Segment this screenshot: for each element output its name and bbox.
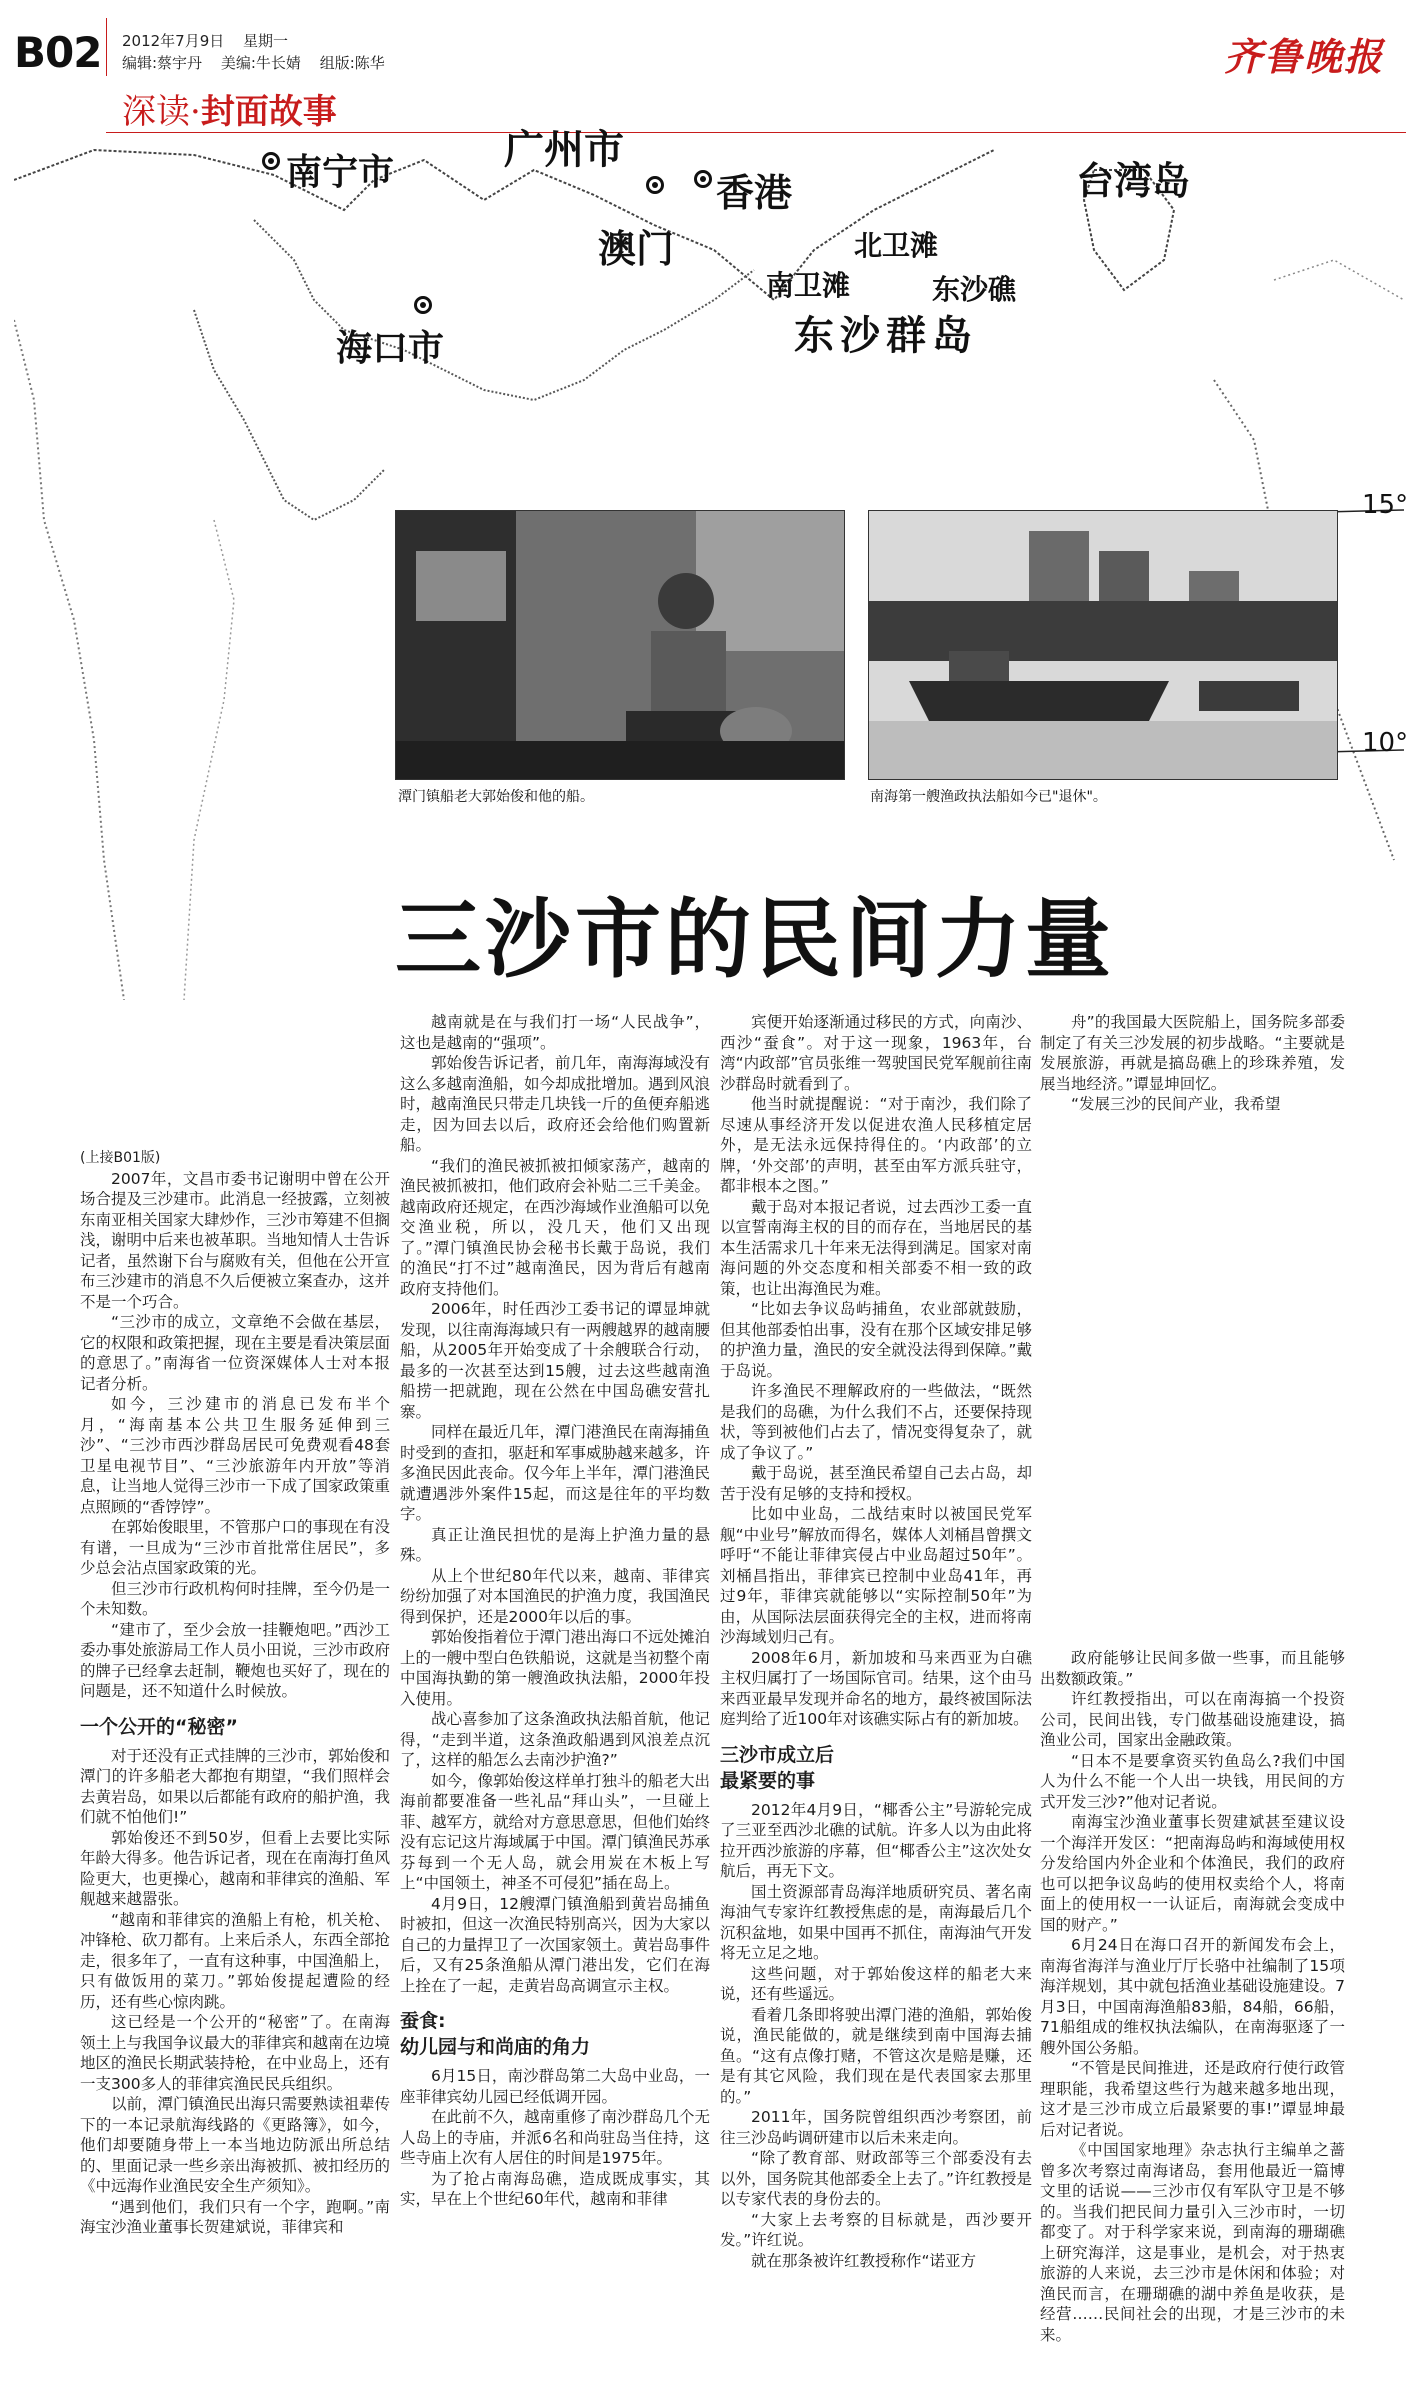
paragraph: “遇到他们，我们只有一个字，跑啊。”南海宝沙渔业董事长贺建斌说，菲律宾和 [80,2197,390,2236]
subheading-after-establish: 三沙市成立后 [720,1743,835,1766]
paragraph: 对于还没有正式挂牌的三沙市，郭始俊和潭门的许多船老大都抱有期望，“我们照样会去黄岩岛，如果以后都能有政府的船护渔，我们就不怕他们!” [80,1746,390,1826]
map-label-taiwan: 台湾岛 [1076,158,1191,203]
paragraph: 2007年，文昌市委书记谢明中曾在公开场合提及三沙建市。此消息一经披露，立刻被东南亚相关国家大肆炒作，三沙市筹建不但搁浅，谢明中后来也被革职。当地知情人士告诉记者，虽然谢下台与腐败有关，但他在公开宣布三沙建市的消息不久后便被立案查办，这并不是一个巧合。 [80,1169,390,1311]
paragraph: 这已经是一个公开的“秘密”了。在南海领土上与我国争议最大的菲律宾和越南在边境地区的渔民长期武装持枪，在中业岛上，还有一支300多人的菲律宾渔民民兵组织。 [80,2013,390,2093]
paragraph: 4月9日，12艘潭门镇渔船到黄岩岛捕鱼时被扣，但这一次渔民特别高兴，因为大家以自己的力量捍卫了一次国家领土。黄岩岛事件后，又有25条渔船从潭门港出发，它们在海上拴在了一起，走黄岩岛高调宣示主权。 [400,1894,710,1995]
article-headline: 三沙市的民间力量 [395,889,1115,990]
header-meta [122,30,399,74]
paragraph: “三沙市的成立，文章绝不会做在基层，它的权限和政策把握，现在主要是看决策层面的意思了。”南海省一位资深媒体人士对本报记者分析。 [80,1313,390,1393]
fishery-boat-photo [868,510,1338,780]
map-label-guangzhou: 广州市 [504,126,624,173]
photo-left-caption: 潭门镇船老大郭始俊和他的船。 [398,789,594,805]
paragraph: 国土资源部青岛海洋地质研究员、著名南海油气专家许红教授焦虑的是，南海最后几个沉积盆地，如果中国再不抓住，南海油气开发将无立足之地。 [720,1882,1032,1962]
paragraph: “日本不是要拿资买钓鱼岛么?我们中国人为什么不能一个人出一块钱，用民间的方式开发三沙?”他对记者说。 [1040,1751,1345,1811]
page-number: B02 [14,28,102,77]
section-title [122,84,337,133]
paragraph: “不管是民间推进，还是政府行使行政管理职能，我希望这些行为越来越多地出现，这才是三沙市成立后最紧要的事!”谭显坤最后对记者说。 [1040,2059,1345,2139]
issue-date: 2012年7月9日 [122,32,225,50]
paragraph: 如今，像郭始俊这样单打独斗的船老大出海前都要准备一些礼品“拜山头”，一旦碰上菲、越军方，就给对方意思意思，但他们始终没有忘记这片海域属于中国。潭门镇渔民苏承芬每到一个无人岛，就会用炭在木板上写上“中国领土，神圣不可侵犯”插在岛上。 [400,1771,710,1892]
paragraph: 6月24日在海口召开的新闻发布会上，南海省海洋与渔业厅厅长骆中社编制了15项海洋规划，其中就包括渔业基础设施建设。7月3日，中国南海渔船83船，84船，66船，71船组成的维权执法编队，在南海驱逐了一艘外国公务船。 [1040,1936,1345,2057]
subheading-most-urgent: 最紧要的事 [720,1769,816,1792]
paragraph: 郭始俊还不到50岁，但看上去要比实际年龄大得多。他告诉记者，现在在南海打鱼风险更大，也更操心，越南和菲律宾的渔船、军舰越来越嚣张。 [80,1828,390,1908]
newspaper-logo: 齐鲁晚报 [1223,34,1384,79]
jump-note: (上接B01版) [80,1150,161,1166]
boat-captain-photo [395,510,845,780]
paragraph: 戴于岛说，甚至渔民希望自己去占岛，却苦于没有足够的支持和授权。 [720,1464,1032,1503]
map-label-haikou: 海口市 [336,327,445,369]
paragraph: 南海宝沙渔业董事长贺建斌甚至建议设一个海洋开发区：“把南海岛屿和海域使用权分发给国内外企业和个体渔民，我们的政府也可以把争议岛屿的使用权卖给个人，将南面上的使用权一一认证后，南海就会变成中国的财产。” [1040,1813,1345,1934]
fishery-boat-illustration [869,511,1338,780]
map-label-beiwei-shoal: 北卫滩 [854,229,939,262]
paragraph: 郭始俊指着位于潭门港出海口不远处摊泊上的一艘中型白色铁船说，这就是当初整个南中国海执勤的第一艘渔政执法船，2000年投入使用。 [400,1628,710,1708]
paragraph: 在郭始俊眼里，不管那户口的事现在有没有谱，一旦成为“三沙市首批常住居民”，多少总会沾点国家政策的光。 [80,1518,390,1577]
map-label-nanwei-shoal: 南卫滩 [766,269,851,302]
section-dot: · [190,92,201,132]
map-label-dongsha-islands: 东沙群岛 [794,312,978,359]
paragraph: “大家上去考察的目标就是，西沙要开发。”许红说。 [720,2210,1032,2249]
photo-right-caption: 南海第一艘渔政执法船如今已"退休"。 [870,789,1107,805]
paragraph: 战心喜参加了这条渔政执法船首航，他记得，“走到半道，这条渔政船遇到风浪差点沉了，这样的船怎么去南沙护渔?” [400,1710,710,1769]
paragraph: 从上个世纪80年代以来，越南、菲律宾纷纷加强了对本国渔民的护渔力度，我国渔民得到保护，还是2000年以后的事。 [400,1566,710,1626]
paragraph: 这些问题，对于郭始俊这样的船老大来说，还有些遥远。 [720,1964,1032,2003]
paragraph: “发展三沙的民间产业，我希望 [1071,1095,1281,1113]
article-column-3 [720,1012,1032,2376]
paragraph: 以前，潭门镇渔民出海只需要熟读祖辈传下的一本记录航海线路的《更路簿》，如今，他们却要随身带上一本当地边防派出所总结的、里面记录一些乡亲出海被抓、被扣经历的《中远海作业渔民安全生产须知》。 [80,2095,390,2195]
header-rule [106,132,1406,133]
nanning-marker-icon [262,152,280,170]
map-label-hongkong: 香港 [716,170,793,215]
article-column-4-bottom [1040,1648,1345,2376]
issue-weekday: 星期一 [243,32,289,50]
haikou-marker-icon [414,296,432,314]
paragraph: “建市了，至少会放一挂鞭炮吧。”西沙工委办事处旅游局工作人员小田说，三沙市政府的牌子已经拿去赶制，鞭炮也买好了，现在的问题是，还不知道什么时候放。 [80,1620,390,1700]
paragraph: “越南和菲律宾的渔船上有枪，机关枪、冲锋枪、砍刀都有。上来后杀人，东西全部抢走，很多年了，一直有这种事，中国渔船上，只有做饭用的菜刀。”郭始俊提起遭险的经历，还有些心惊肉跳。 [80,1910,390,2011]
map-label-dongsha-reef: 东沙礁 [932,273,1017,306]
art-editor-credit: 美编:牛长婧 [220,54,301,72]
paragraph: 郭始俊告诉记者，前几年，南海海域没有这么多越南渔船，如今却成批增加。遇到风浪时，越南渔民只带走几块钱一斤的鱼便弃船逃走，因为回去以后，政府还会给他们购置新船。 [400,1054,710,1154]
section-prefix: 深读 [122,92,190,132]
paragraph: 政府能够让民间多做一些事，而且能够出数额政策。” [1040,1649,1345,1688]
paragraph: 《中国国家地理》杂志执行主编单之蔷曾多次考察过南海诸岛，套用他最近一篇博文里的话说——三沙市仅有军队守卫是不够的。当我们把民间力量引入三沙市时，一切都变了。对于科学家来说，到南海的珊瑚礁上研究海洋，这是事业，是机会，对于热衷旅游的人来说，去三沙市是休闲和体验；对渔民而言，在珊瑚礁的湖中养鱼是收获，是经营……民间社会的出现，才是三沙市的未来。 [1040,2141,1345,2344]
paragraph: 舟”的我国最大医院船上，国务院多部委制定了有关三沙发展的初步战略。“主要就是发展旅游，再就是搞岛礁上的珍珠养殖，发展当地经济。”谭显坤回忆。 [1040,1013,1345,1093]
paragraph: 2008年6月，新加坡和马来西亚为白礁主权归属打了一场国际官司。结果，这个由马来西亚最早发现并命名的地方，最终被国际法庭判给了近100年对该礁实际占有的新加坡。 [720,1648,1032,1728]
paragraph: 许红教授指出，可以在南海搞一个投资公司，民间出钱，专门做基础设施建设，搞渔业公司，国家出金融政策。 [1040,1690,1345,1749]
paragraph: 戴于岛对本报记者说，过去西沙工委一直以宣誓南海主权的目的而存在，当地居民的基本生活需求几十年来无法得到满足。国家对南海问题的外交态度和相关部委不相一致的政策，也让出海渔民为难。 [720,1197,1032,1298]
subheading-secret: 一个公开的“秘密” [80,1715,238,1738]
paragraph: 越南就是在与我们打一场“人民战争”，这也是越南的“强项”。 [400,1013,710,1052]
paragraph: 比如中业岛，二战结束时以被国民党军舰“中业号”解放而得名，媒体人刘桶昌曾撰文呼吁“不能让菲律宾侵占中业岛超过50年”。刘桶昌指出，菲律宾已控制中业岛41年，再过9年，菲律宾就能够以“实际控制50年”为由，从国际法层面获得完全的主权，进而将南沙海域划归己有。 [720,1505,1032,1646]
paragraph: 同样在最近几年，潭门港渔民在南海捕鱼时受到的查扣，驱赶和军事威胁越来越多，许多渔民因此丧命。仅今年上半年，潭门港渔民就遭遇涉外案件15起，而这是往年的平均数字。 [400,1423,710,1523]
paragraph: 2011年，国务院曾组织西沙考察团，前往三沙岛屿调研建市以后未来走向。 [720,2108,1032,2147]
article-column-4-top [1040,1012,1345,1402]
guangzhou-marker-icon [646,176,664,194]
paragraph: “我们的渔民被抓被扣倾家荡产，越南的渔民被抓被扣，他们政府会补贴二三千美金。越南政府还规定，在西沙海域作业渔船可以免交渔业税，所以，没几天，他们又出现了。”潭门镇渔民协会秘书长戴于岛说，我们的渔民“打不过”越南渔民，因为背后有越南政府支持他们。 [400,1156,710,1298]
subheading-kindergarten: 幼儿园与和尚庙的角力 [400,2036,591,2058]
subheading-encroach: 蚕食: [400,2010,446,2032]
editor-credit: 编辑:蔡宇丹 [122,54,203,72]
paragraph: 看着几条即将驶出潭门港的渔船，郭始俊说，渔民能做的，就是继续到南中国海去捕鱼。“这有点像打赌，不管这次是赔是赚，还是有其它风险，我们现在是代表国家去那里的。” [720,2005,1032,2106]
paragraph: 2006年，时任西沙工委书记的谭显坤就发现，以往南海海域只有一两艘越界的越南腰船，从2005年开始变成了十余艘联合行动，最多的一次甚至达到15艘，过去这些越南渔船捞一把就跑，现在公然在中国岛礁安营扎寨。 [400,1300,710,1421]
paragraph: 许多渔民不理解政府的一些做法，“既然是我们的岛礁，为什么我们不占，还要保持现状，等到被他们占去了，情况变得复杂了，就成了争议了。” [720,1382,1032,1462]
section-name: 封面故事 [200,92,337,132]
boat-captain-illustration [396,511,845,780]
paragraph: “比如去争议岛屿捕鱼，农业部就鼓励，但其他部委怕出事，没有在那个区域安排足够的护渔力量，渔民的安全就没法得到保障。”戴于岛说。 [720,1300,1032,1380]
page-header [14,18,1404,130]
paragraph: 真正让渔民担忧的是海上护渔力量的悬殊。 [400,1525,710,1564]
latitude-15-label: 15° [1362,490,1409,520]
paragraph: 他当时就提醒说：“对于南沙，我们除了尽速从事经济开发以促进农渔人民移植定居外，是无法永远保持得住的。‘内政部’的立牌，‘外交部’的声明，甚至由军方派兵驻守，都非根本之图。” [720,1095,1032,1195]
header-divider [106,18,107,76]
paragraph: 但三沙市行政机构何时挂牌，至今仍是一个未知数。 [80,1579,390,1618]
paragraph: “除了教育部、财政部等三个部委没有去以外，国务院其他部委全上去了。”许红教授是以专家代表的身份去的。 [720,2149,1032,2208]
paragraph: 2012年4月9日，“椰香公主”号游轮完成了三亚至西沙北礁的试航。许多人以为由此将拉开西沙旅游的序幕，但“椰香公主”这次处女航后，再无下文。 [720,1800,1032,1880]
paragraph: 就在那条被许红教授称作“诺亚方 [751,2251,977,2270]
paragraph: 如今，三沙建市的消息已发布半个月，“海南基本公共卫生服务延伸到三沙”、“三沙市西沙群岛居民可免费观看48套卫星电视节目”、“三沙旅游年内开放”等消息，让当地人觉得三沙市一下成了国家政策重点照顾的“香饽饽”。 [80,1395,390,1516]
map-label-nanning: 南宁市 [286,151,395,193]
paragraph: 在此前不久，越南重修了南沙群岛几个无人岛上的寺庙，并派6名和尚驻岛当住持，这些寺庙上次有人居住的时间是1975年。 [400,2108,710,2167]
latitude-10-label: 10° [1362,728,1409,758]
map-label-macau: 澳门 [598,226,675,271]
article-column-1 [80,1148,390,2376]
paragraph: 宾便开始逐渐通过移民的方式，向南沙、西沙“蚕食”。对于这一现象，1963年，台湾“内政部”官员张维一驾驶国民党军舰前往南沙群岛时就看到了。 [720,1013,1032,1093]
paragraph: 6月15日，南沙群岛第二大岛中业岛，一座菲律宾幼儿园已经低调开园。 [400,2067,710,2106]
layout-editor-credit: 组版:陈华 [319,54,385,72]
article-column-2 [400,1012,710,2376]
hongkong-marker-icon [694,170,712,188]
paragraph: 为了抢占南海岛礁，造成既成事实，其实，早在上个世纪60年代，越南和菲律 [400,2169,710,2208]
